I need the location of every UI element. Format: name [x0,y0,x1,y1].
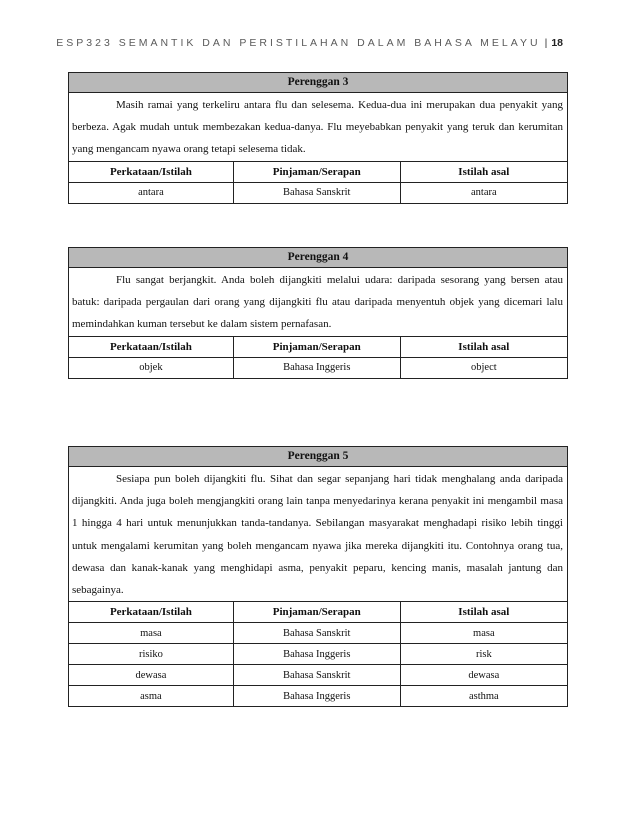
paragraph-text: Masih ramai yang terkeliru antara flu dan selesema. Kedua-dua ini merupakan dua penyakit yang berbeza. Agak mudah untuk membezakan kedua-danya. Flu meyebabkan penyakit yang teruk dan kerumitan yang mengancam nyawa orang tetapi selesema tidak. [69,93,567,162]
cell-word: risiko [69,644,233,665]
table-header-row [69,602,567,623]
column-header-origin: Istilah asal [400,602,567,623]
page-header [0,37,563,49]
course-title: ESP323 SEMANTIK DAN PERISTILAHAN DALAM BAHASA MELAYU [56,37,541,49]
table-row [69,357,567,378]
cell-origin: dewasa [400,665,567,686]
header-separator: | [544,37,548,49]
table-row [69,623,567,644]
paragraph-text: Sesiapa pun boleh dijangkiti flu. Sihat dan segar sepanjang hari tidak menghalang anda daripada dijangkiti. Anda juga boleh mengjangkiti orang lain tanpa menyedarinya kerana penyakit ini mengambil masa 1 hingga 4 hari untuk menunjukkan tanda-tandanya. Sebilangan masyarakat menghadapi risiko lebih tinggi untuk mengalami kerumitan yang boleh mengancam nyawa jika mereka dijangkiti itu. Contohnya orang tua, dewasa dan kanak-kanak yang menghidapi asma, penyakit peparu, kencing manis, masalah jantung dan sebagainya. [69,467,567,602]
column-header-loan: Pinjaman/Serapan [233,337,400,358]
column-header-origin: Istilah asal [400,162,567,183]
column-header-word: Perkataan/Istilah [69,337,233,358]
cell-word: asma [69,686,233,707]
block-title: Perenggan 3 [69,73,567,93]
cell-word: antara [69,182,233,203]
word-origin-table [69,602,567,706]
cell-loan: Bahasa Inggeris [233,357,400,378]
word-origin-table [69,162,567,203]
paragraph-text: Flu sangat berjangkit. Anda boleh dijangkiti melalui udara: daripada sesorang yang bersen atau batuk: daripada pergaulan dari orang yang dijangkiti flu atau daripada menyentuh objek yang dicemari lalu memindahkan kuman tersebut ke dalam sistem pernafasan. [69,268,567,337]
cell-origin: masa [400,623,567,644]
table-row [69,686,567,707]
page-number: 18 [551,37,563,49]
block-title: Perenggan 5 [69,447,567,467]
cell-origin: risk [400,644,567,665]
cell-word: objek [69,357,233,378]
cell-origin: antara [400,182,567,203]
column-header-loan: Pinjaman/Serapan [233,602,400,623]
column-header-word: Perkataan/Istilah [69,602,233,623]
column-header-loan: Pinjaman/Serapan [233,162,400,183]
word-origin-table [69,337,567,378]
column-header-origin: Istilah asal [400,337,567,358]
cell-loan: Bahasa Sanskrit [233,665,400,686]
cell-loan: Bahasa Sanskrit [233,623,400,644]
table-row [69,644,567,665]
table-row [69,665,567,686]
cell-loan: Bahasa Inggeris [233,686,400,707]
cell-loan: Bahasa Inggeris [233,644,400,665]
paragraph-block-4 [68,247,568,379]
cell-loan: Bahasa Sanskrit [233,182,400,203]
cell-word: masa [69,623,233,644]
column-header-word: Perkataan/Istilah [69,162,233,183]
paragraph-block-3 [68,72,568,204]
paragraph-block-5 [68,446,568,707]
cell-origin: asthma [400,686,567,707]
cell-origin: object [400,357,567,378]
table-header-row [69,162,567,183]
cell-word: dewasa [69,665,233,686]
table-header-row [69,337,567,358]
table-row [69,182,567,203]
block-title: Perenggan 4 [69,248,567,268]
